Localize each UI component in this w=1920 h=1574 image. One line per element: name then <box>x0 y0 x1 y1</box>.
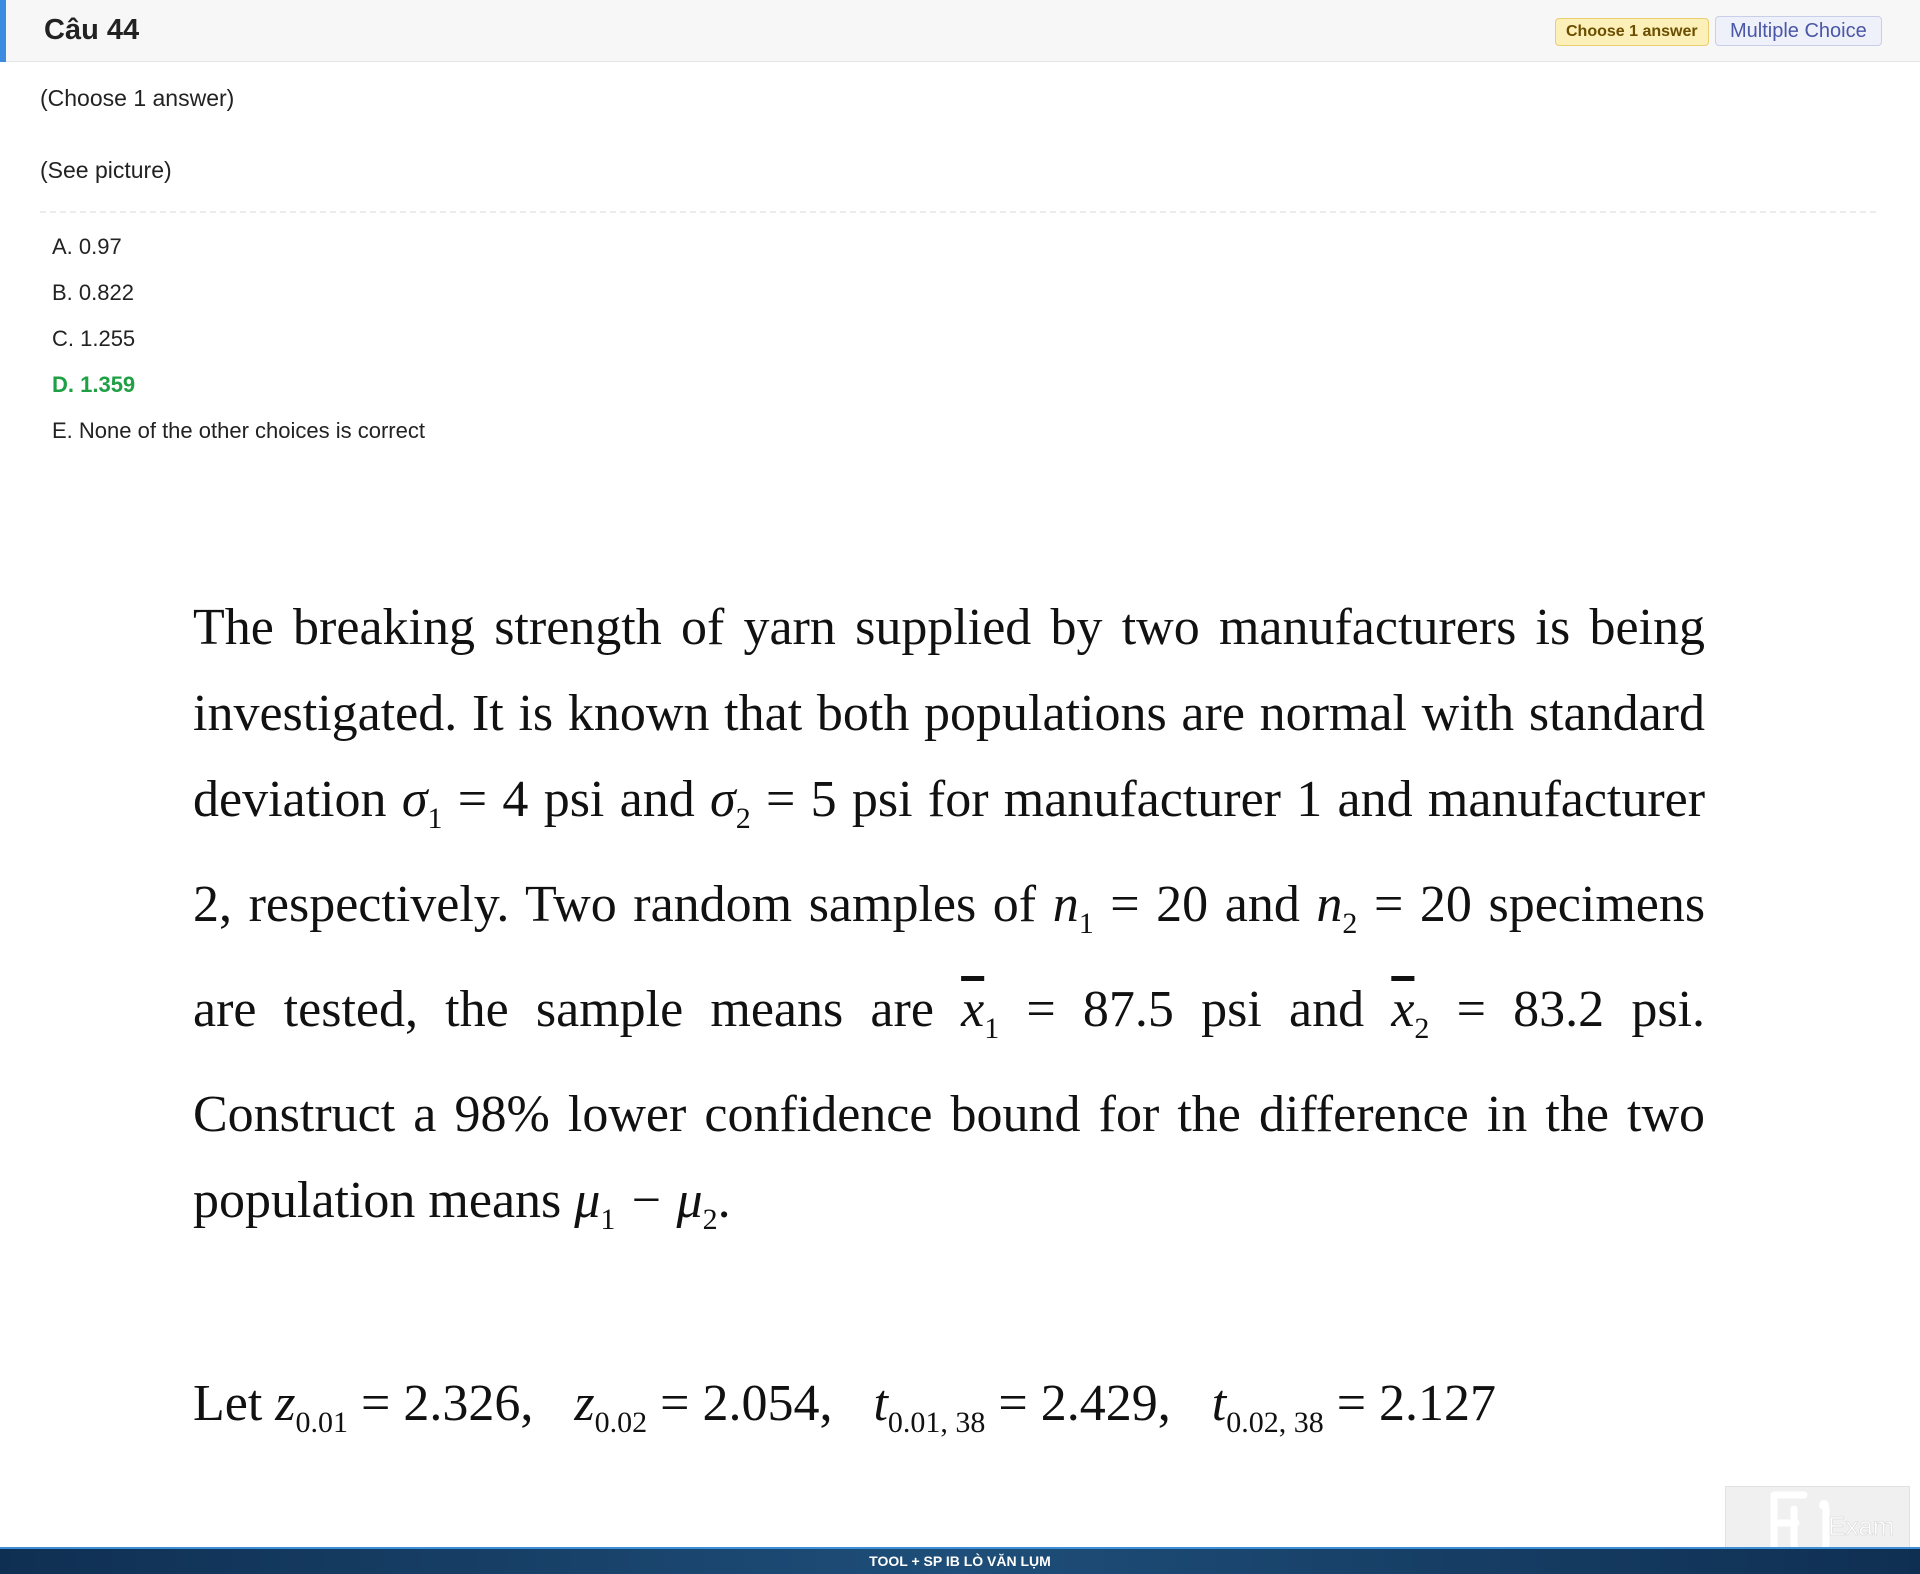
header-accent-bar <box>0 0 6 62</box>
t001-symbol: $t_{0.01, 38}$ <box>873 1375 986 1439</box>
psi-and-2: psi and <box>1201 981 1365 1038</box>
instruction-choose: (Choose 1 answer) <box>40 85 235 111</box>
given-values <box>193 1361 1705 1466</box>
choose-one-badge: Choose 1 answer <box>1555 18 1709 46</box>
answer-option-b[interactable]: B. 0.822 <box>52 280 134 305</box>
z001-symbol: $z_{0.01}$ <box>275 1375 349 1439</box>
sigma2-value: = 5 <box>766 771 837 828</box>
problem-picture <box>193 585 1705 1466</box>
answer-option-a[interactable]: A. 0.97 <box>52 234 122 259</box>
question-header <box>0 0 1920 62</box>
problem-statement: The breaking strength of yarn supplied by two manufacturers is being investigated. It is known that both populations are normal with standard deviation $\sigma_1 = 4$ psi and $\sigma_2 = 5$ psi for manufacturer 1 and manufacturer 2, respectively. Two random samples of $n_1 = 20$ and $n_2 = 20$ specimens are tested, the sample means are $\overline{x}_1 = 87.5$ psi and $\overline{x}_2 = 83.2$ psi. Construct a 98% lower confidence bound for the difference in the two population means $\mu_1 - \mu_2$. <box>193 599 1706 1236</box>
n2-value: = 20 <box>1374 876 1472 933</box>
n1-symbol: $n_1$ <box>1052 876 1094 940</box>
t002-value: = 2.127 <box>1336 1375 1497 1432</box>
sigma2-symbol: $\sigma_2$ <box>710 771 751 835</box>
z002-value: = 2.054, <box>660 1375 833 1432</box>
section-divider <box>40 211 1876 213</box>
specimens-text: specimens are tested, the sample means are <box>193 876 1706 1038</box>
x2-bar-symbol: $\overline{x}_2$ <box>1391 981 1430 1045</box>
answer-option-e[interactable]: E. None of the other choices is correct <box>52 418 425 443</box>
question-title: Câu 44 <box>44 14 140 46</box>
t002-symbol: $t_{0.02, 38}$ <box>1211 1375 1324 1439</box>
problem-intro: The breaking strength of yarn supplied by two manufacturers is being investigated. It is known that both populations are normal with standard deviation <box>193 599 1705 828</box>
n2-symbol: $n_2$ <box>1316 876 1358 940</box>
answer-option-c[interactable]: C. 1.255 <box>52 326 136 351</box>
and-text: and <box>1224 876 1300 933</box>
answer-list <box>52 224 425 454</box>
sigma1-symbol: $\sigma_1$ <box>401 771 443 835</box>
sigma1-value: = 4 <box>457 771 529 828</box>
mu-difference-symbol: $\mu_1 - \mu_2$ <box>574 1172 718 1236</box>
x1-bar-symbol: $\overline{x}_1$ <box>961 981 1000 1045</box>
question-type-badge: Multiple Choice <box>1715 16 1882 46</box>
psi-and-1: psi and <box>543 771 695 828</box>
instruction-see-picture: (See picture) <box>40 157 172 183</box>
n1-value: = 20 <box>1110 876 1209 933</box>
x1-value: = 87.5 <box>1026 981 1174 1038</box>
watermark-text: Exam <box>1828 1511 1895 1541</box>
x2-value: = 83.2 <box>1456 981 1605 1038</box>
construct-text: psi. Construct a 98% lower confidence bound for the difference in the two population means <box>193 981 1706 1229</box>
let-text: Let <box>193 1375 263 1432</box>
z002-symbol: $z_{0.02}$ <box>574 1375 648 1439</box>
answer-option-d[interactable]: D. 1.359 <box>52 372 136 397</box>
t001-value: = 2.429, <box>998 1375 1171 1432</box>
footer-bar <box>0 1547 1920 1574</box>
manufacturer-text: psi for manufacturer 1 and manufacturer 2, respectively. Two random samples of <box>193 771 1706 933</box>
footer-text: TOOL + SP IB LÒ VĂN LỤM <box>869 1553 1051 1569</box>
z001-value: = 2.326, <box>361 1375 534 1432</box>
